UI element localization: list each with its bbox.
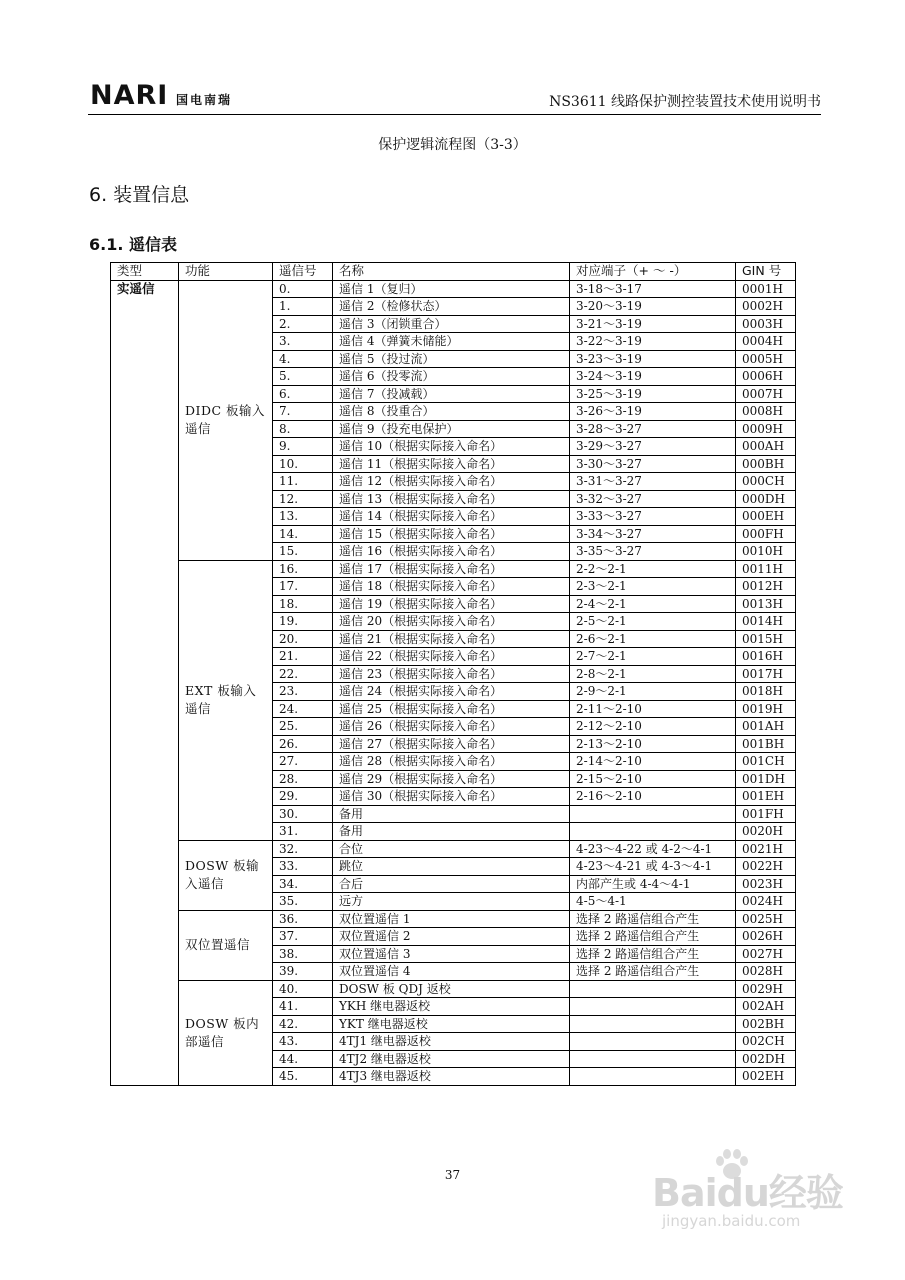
terminal-cell: 3-21～3-19 [570,315,736,333]
gin-cell: 000BH [736,455,796,473]
gin-cell: 001FH [736,805,796,823]
type-cell: 实遥信 [111,280,179,1085]
signal-name-cell: 4TJ2 继电器返校 [333,1050,570,1068]
signal-name-cell: 双位置遥信 2 [333,928,570,946]
signal-name-cell: 遥信 27（根据实际接入命名） [333,735,570,753]
signal-name-cell: 遥信 23（根据实际接入命名） [333,665,570,683]
terminal-cell: 3-20～3-19 [570,298,736,316]
signal-number-cell: 15. [273,543,333,561]
column-header: 类型 [111,263,179,281]
gin-cell: 0014H [736,613,796,631]
terminal-cell: 3-30～3-27 [570,455,736,473]
terminal-cell: 4-23～4-21 或 4-3～4-1 [570,858,736,876]
signal-number-cell: 16. [273,560,333,578]
gin-cell: 001BH [736,735,796,753]
gin-cell: 000AH [736,438,796,456]
gin-cell: 001DH [736,770,796,788]
signal-name-cell: 跳位 [333,858,570,876]
table-row [111,560,796,578]
gin-cell: 0027H [736,945,796,963]
signal-number-cell: 40. [273,980,333,998]
gin-cell: 001EH [736,788,796,806]
terminal-cell: 选择 2 路遥信组合产生 [570,928,736,946]
gin-cell: 0021H [736,840,796,858]
gin-cell: 000FH [736,525,796,543]
table-row [111,910,796,928]
signal-name-cell: DOSW 板 QDJ 返校 [333,980,570,998]
gin-cell: 0011H [736,560,796,578]
function-cell: DIDC 板输入遥信 [179,280,273,560]
signal-name-cell: 遥信 8（投重合） [333,403,570,421]
signal-name-cell: 遥信 1（复归） [333,280,570,298]
column-header: 遥信号 [273,263,333,281]
terminal-cell: 3-26～3-19 [570,403,736,421]
terminal-cell: 2-2～2-1 [570,560,736,578]
signal-name-cell: 遥信 24（根据实际接入命名） [333,683,570,701]
function-cell: DOSW 板内部遥信 [179,980,273,1085]
gin-cell: 0020H [736,823,796,841]
gin-cell: 000EH [736,508,796,526]
terminal-cell: 选择 2 路遥信组合产生 [570,910,736,928]
signal-name-cell: 遥信 20（根据实际接入命名） [333,613,570,631]
terminal-cell: 2-11～2-10 [570,700,736,718]
signal-name-cell: 遥信 6（投零流） [333,368,570,386]
signal-name-cell: 合位 [333,840,570,858]
terminal-cell: 2-4～2-1 [570,595,736,613]
gin-cell: 0029H [736,980,796,998]
signal-name-cell: 遥信 7（投减载） [333,385,570,403]
gin-cell: 0001H [736,280,796,298]
signal-number-cell: 5. [273,368,333,386]
gin-cell: 002CH [736,1033,796,1051]
signal-number-cell: 3. [273,333,333,351]
signal-name-cell: 遥信 28（根据实际接入命名） [333,753,570,771]
signal-name-cell: 双位置遥信 3 [333,945,570,963]
signal-name-cell: 遥信 16（根据实际接入命名） [333,543,570,561]
gin-cell: 0018H [736,683,796,701]
terminal-cell: 3-34～3-27 [570,525,736,543]
signal-name-cell: 4TJ1 继电器返校 [333,1033,570,1051]
gin-cell: 0016H [736,648,796,666]
terminal-cell [570,1068,736,1086]
document-title: NS3611 线路保护测控装置技术使用说明书 [549,94,821,110]
signal-name-cell: 遥信 2（检修状态） [333,298,570,316]
signal-number-cell: 28. [273,770,333,788]
subsection-heading: 6.1. 遥信表 [89,235,177,254]
terminal-cell [570,1015,736,1033]
signal-name-cell: 遥信 13（根据实际接入命名） [333,490,570,508]
signal-table [110,262,796,1086]
column-header: 功能 [179,263,273,281]
gin-cell: 0007H [736,385,796,403]
terminal-cell [570,998,736,1016]
terminal-cell: 3-22～3-19 [570,333,736,351]
terminal-cell: 2-9～2-1 [570,683,736,701]
terminal-cell: 4-23～4-22 或 4-2～4-1 [570,840,736,858]
gin-cell: 0019H [736,700,796,718]
signal-name-cell: 遥信 21（根据实际接入命名） [333,630,570,648]
gin-cell: 0022H [736,858,796,876]
terminal-cell: 2-13～2-10 [570,735,736,753]
signal-name-cell: 遥信 26（根据实际接入命名） [333,718,570,736]
gin-cell: 0028H [736,963,796,981]
terminal-cell [570,980,736,998]
terminal-cell: 3-24～3-19 [570,368,736,386]
gin-cell: 0025H [736,910,796,928]
signal-number-cell: 24. [273,700,333,718]
terminal-cell: 3-29～3-27 [570,438,736,456]
signal-name-cell: 双位置遥信 4 [333,963,570,981]
gin-cell: 0015H [736,630,796,648]
signal-number-cell: 41. [273,998,333,1016]
gin-cell: 0013H [736,595,796,613]
terminal-cell: 2-15～2-10 [570,770,736,788]
signal-number-cell: 0. [273,280,333,298]
nari-logo: NARI [90,80,169,111]
signal-name-cell: 遥信 18（根据实际接入命名） [333,578,570,596]
gin-cell: 002BH [736,1015,796,1033]
terminal-cell: 4-5～4-1 [570,893,736,911]
signal-name-cell: 遥信 14（根据实际接入命名） [333,508,570,526]
signal-number-cell: 6. [273,385,333,403]
signal-number-cell: 45. [273,1068,333,1086]
terminal-cell: 选择 2 路遥信组合产生 [570,963,736,981]
terminal-cell: 3-28～3-27 [570,420,736,438]
signal-number-cell: 25. [273,718,333,736]
gin-cell: 0010H [736,543,796,561]
signal-name-cell: 遥信 3（闭锁重合） [333,315,570,333]
terminal-cell: 内部产生或 4-4～4-1 [570,875,736,893]
signal-number-cell: 29. [273,788,333,806]
terminal-cell: 2-5～2-1 [570,613,736,631]
signal-number-cell: 23. [273,683,333,701]
signal-name-cell: 遥信 4（弹簧未储能） [333,333,570,351]
signal-name-cell: 遥信 12（根据实际接入命名） [333,473,570,491]
signal-number-cell: 19. [273,613,333,631]
signal-number-cell: 31. [273,823,333,841]
terminal-cell [570,823,736,841]
function-cell: EXT 板输入遥信 [179,560,273,840]
signal-number-cell: 30. [273,805,333,823]
terminal-cell: 2-8～2-1 [570,665,736,683]
gin-cell: 0002H [736,298,796,316]
gin-cell: 002AH [736,998,796,1016]
logo-chinese-text: 国电南瑞 [176,93,233,107]
signal-name-cell: 遥信 17（根据实际接入命名） [333,560,570,578]
signal-name-cell: 遥信 10（根据实际接入命名） [333,438,570,456]
signal-number-cell: 26. [273,735,333,753]
signal-number-cell: 9. [273,438,333,456]
table-header-row [111,263,796,281]
signal-number-cell: 27. [273,753,333,771]
signal-name-cell: 备用 [333,823,570,841]
gin-cell: 0008H [736,403,796,421]
signal-number-cell: 20. [273,630,333,648]
signal-number-cell: 4. [273,350,333,368]
terminal-cell: 3-31～3-27 [570,473,736,491]
signal-number-cell: 38. [273,945,333,963]
terminal-cell [570,1033,736,1051]
terminal-cell: 3-23～3-19 [570,350,736,368]
terminal-cell: 2-14～2-10 [570,753,736,771]
terminal-cell: 2-6～2-1 [570,630,736,648]
gin-cell: 001CH [736,753,796,771]
terminal-cell: 2-12～2-10 [570,718,736,736]
signal-number-cell: 7. [273,403,333,421]
signal-name-cell: 遥信 30（根据实际接入命名） [333,788,570,806]
signal-number-cell: 32. [273,840,333,858]
gin-cell: 0009H [736,420,796,438]
terminal-cell: 3-35～3-27 [570,543,736,561]
terminal-cell [570,1050,736,1068]
signal-name-cell: 遥信 29（根据实际接入命名） [333,770,570,788]
signal-name-cell: 遥信 19（根据实际接入命名） [333,595,570,613]
terminal-cell: 选择 2 路遥信组合产生 [570,945,736,963]
signal-number-cell: 1. [273,298,333,316]
signal-number-cell: 2. [273,315,333,333]
gin-cell: 0006H [736,368,796,386]
signal-number-cell: 18. [273,595,333,613]
signal-name-cell: 远方 [333,893,570,911]
gin-cell: 0023H [736,875,796,893]
gin-cell: 001AH [736,718,796,736]
terminal-cell [570,805,736,823]
signal-number-cell: 14. [273,525,333,543]
terminal-cell: 2-3～2-1 [570,578,736,596]
signal-number-cell: 37. [273,928,333,946]
signal-number-cell: 13. [273,508,333,526]
gin-cell: 0005H [736,350,796,368]
terminal-cell: 3-18～3-17 [570,280,736,298]
signal-name-cell: 遥信 11（根据实际接入命名） [333,455,570,473]
terminal-cell: 3-25～3-19 [570,385,736,403]
figure-caption: 保护逻辑流程图（3-3） [378,137,527,153]
gin-cell: 0026H [736,928,796,946]
signal-name-cell: 遥信 25（根据实际接入命名） [333,700,570,718]
signal-number-cell: 44. [273,1050,333,1068]
terminal-cell: 3-32～3-27 [570,490,736,508]
signal-number-cell: 22. [273,665,333,683]
signal-number-cell: 43. [273,1033,333,1051]
gin-cell: 0003H [736,315,796,333]
signal-name-cell: 遥信 15（根据实际接入命名） [333,525,570,543]
column-header: 对应端子（+ ～ -） [570,263,736,281]
column-header: GIN 号 [736,263,796,281]
signal-name-cell: 4TJ3 继电器返校 [333,1068,570,1086]
table-row [111,280,796,298]
terminal-cell: 2-16～2-10 [570,788,736,806]
column-header: 名称 [333,263,570,281]
signal-name-cell: YKT 继电器返校 [333,1015,570,1033]
watermark-brand: Baidu经验 [652,1171,843,1215]
table-row [111,840,796,858]
section-heading: 6. 装置信息 [89,184,190,206]
gin-cell: 000CH [736,473,796,491]
signal-number-cell: 8. [273,420,333,438]
signal-number-cell: 12. [273,490,333,508]
signal-name-cell: 双位置遥信 1 [333,910,570,928]
terminal-cell: 2-7～2-1 [570,648,736,666]
signal-number-cell: 10. [273,455,333,473]
baidu-watermark [652,1150,852,1240]
gin-cell: 0017H [736,665,796,683]
signal-name-cell: 遥信 22（根据实际接入命名） [333,648,570,666]
signal-name-cell: 遥信 5（投过流） [333,350,570,368]
page-number: 37 [444,1168,461,1182]
signal-name-cell: 合后 [333,875,570,893]
signal-number-cell: 36. [273,910,333,928]
table-body [111,280,796,1085]
gin-cell: 0004H [736,333,796,351]
signal-number-cell: 42. [273,1015,333,1033]
signal-number-cell: 34. [273,875,333,893]
terminal-cell: 3-33～3-27 [570,508,736,526]
gin-cell: 000DH [736,490,796,508]
gin-cell: 002DH [736,1050,796,1068]
signal-name-cell: 备用 [333,805,570,823]
signal-name-cell: YKH 继电器返校 [333,998,570,1016]
signal-number-cell: 11. [273,473,333,491]
watermark-url: jingyan.baidu.com [662,1212,801,1230]
gin-cell: 0024H [736,893,796,911]
function-cell: DOSW 板输入遥信 [179,840,273,910]
signal-number-cell: 39. [273,963,333,981]
signal-number-cell: 21. [273,648,333,666]
function-cell: 双位置遥信 [179,910,273,980]
gin-cell: 0012H [736,578,796,596]
signal-number-cell: 35. [273,893,333,911]
gin-cell: 002EH [736,1068,796,1086]
table-row [111,980,796,998]
signal-number-cell: 17. [273,578,333,596]
page-header [88,78,821,115]
signal-name-cell: 遥信 9（投充电保护） [333,420,570,438]
signal-number-cell: 33. [273,858,333,876]
